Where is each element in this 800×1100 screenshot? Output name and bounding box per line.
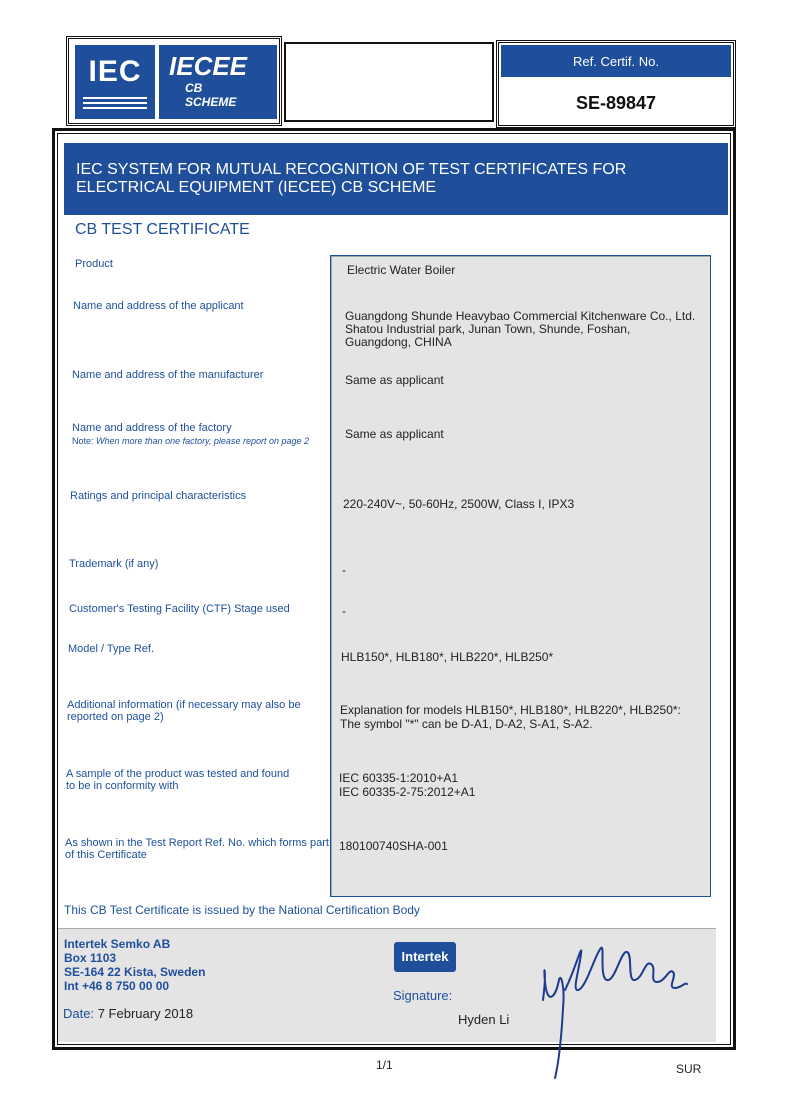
header-logo-box [66, 36, 282, 126]
trademark-label: Trademark (if any) [69, 558, 159, 570]
title-band [64, 143, 728, 215]
conformity-label-line-1: A sample of the product was tested and found [66, 768, 290, 780]
ncb-city: SE-164 22 Kista, Sweden [64, 965, 206, 979]
additional-info-label-line-2: reported on page 2) [67, 711, 164, 723]
test-report-label-line-1: As shown in the Test Report Ref. No. which forms part [65, 837, 329, 849]
ctf-value: - [342, 604, 346, 618]
test-report-value: 180100740SHA-001 [339, 839, 448, 853]
applicant-value-line-2: Shatou Industrial park, Junan Town, Shunde, Foshan, [345, 322, 631, 336]
applicant-label: Name and address of the applicant [73, 300, 244, 312]
date-value: 7 February 2018 [97, 1006, 194, 1021]
additional-info-value-line-2: The symbol "*" can be D-A1, D-A2, S-A1, S-A2. [340, 717, 593, 731]
ncb-phone: Int +46 8 750 00 00 [64, 979, 170, 993]
signature-label: Signature: [393, 988, 453, 1003]
manufacturer-label: Name and address of the manufacturer [72, 369, 264, 381]
values-panel [330, 255, 711, 897]
footer-code: SUR [676, 1062, 702, 1076]
ratings-label: Ratings and principal characteristics [70, 490, 247, 502]
ref-number: SE-89847 [575, 93, 657, 113]
ctf-label: Customer's Testing Facility (CTF) Stage used [69, 603, 290, 615]
model-value: HLB150*, HLB180*, HLB220*, HLB250* [341, 650, 554, 664]
test-report-label-line-2: of this Certificate [65, 849, 147, 861]
ref-box [496, 40, 736, 128]
additional-info-value-line-1: Explanation for models HLB150*, HLB180*, HLB220*, HLB250*: [340, 703, 681, 717]
page-number: 1/1 [376, 1058, 393, 1072]
factory-note: Note: When more than one factory, please report on page 2 [72, 436, 309, 446]
iec-logo-stripes [83, 97, 147, 111]
conformity-value-line-1: IEC 60335-1:2010+A1 [339, 771, 459, 785]
iecee-logo: IECEE CB SCHEME [159, 45, 277, 119]
factory-value: Same as applicant [345, 427, 444, 441]
certificate-title: CB TEST CERTIFICATE [75, 221, 250, 238]
product-label: Product [75, 258, 113, 270]
conformity-label-line-2: to be in conformity with [66, 780, 179, 792]
trademark-value: - [342, 563, 346, 577]
iec-logo: IEC [75, 45, 155, 119]
issued-by-statement: This CB Test Certificate is issued by the National Certification Body [64, 903, 420, 917]
ncb-box: Box 1103 [64, 951, 117, 965]
model-label: Model / Type Ref. [68, 643, 155, 655]
additional-info-label-line-1: Additional information (if necessary may also be [67, 699, 301, 711]
applicant-value-line-3: Guangdong, CHINA [345, 335, 452, 349]
product-value: Electric Water Boiler [347, 263, 456, 277]
title-band-line-2: ELECTRICAL EQUIPMENT (IECEE) CB SCHEME [76, 179, 437, 196]
handwritten-signature [535, 930, 695, 1080]
signatory-name: Hyden Li [458, 1012, 510, 1027]
ref-label: Ref. Certif. No. [573, 54, 659, 69]
date-label: Date: [63, 1006, 95, 1021]
ratings-value: 220-240V~, 50-60Hz, 2500W, Class I, IPX3 [343, 497, 575, 511]
intertek-logo: Intertek [394, 942, 456, 972]
factory-label: Name and address of the factory [72, 422, 232, 434]
applicant-value-line-1: Guangdong Shunde Heavybao Commercial Kitchenware Co., Ltd. [345, 309, 696, 323]
ncb-name: Intertek Semko AB [64, 937, 171, 951]
manufacturer-value: Same as applicant [345, 373, 444, 387]
header-blank-box [284, 42, 494, 122]
conformity-value-line-2: IEC 60335-2-75:2012+A1 [339, 785, 476, 799]
ref-label-band [501, 45, 731, 77]
title-band-line-1: IEC SYSTEM FOR MUTUAL RECOGNITION OF TEST CERTIFICATES FOR [76, 161, 627, 178]
date-line [63, 1006, 193, 1021]
